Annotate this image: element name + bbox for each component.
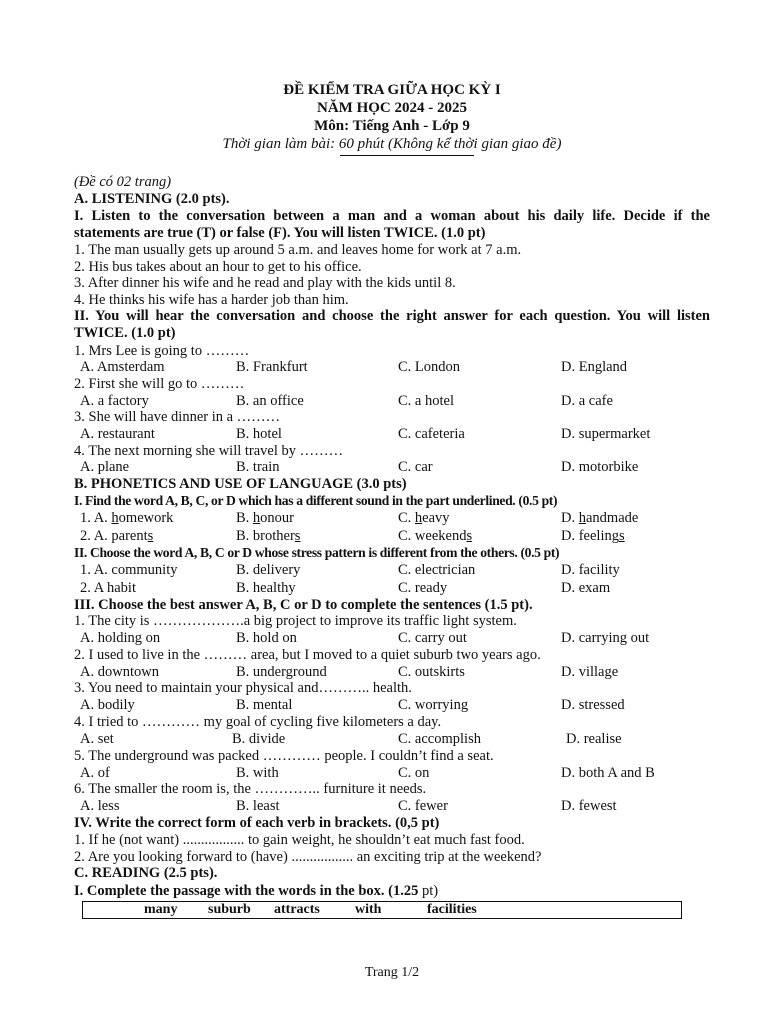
option-d: D. stressed bbox=[561, 697, 625, 713]
option-d: D. village bbox=[561, 664, 619, 680]
question-stem: 2. I used to live in the ……… area, but I moved to a quiet suburb two years ago. bbox=[74, 647, 541, 663]
stress-option-c: C. electrician bbox=[398, 562, 476, 578]
question-stem: 2. First she will go to ……… bbox=[74, 376, 245, 392]
question-stem: 1. The city is ……………….a big project to improve its traffic light system. bbox=[74, 613, 517, 629]
header-underline bbox=[340, 155, 474, 156]
word-box-item: suburb bbox=[208, 902, 251, 917]
phonetics-option-c: C. heavy bbox=[398, 510, 450, 526]
option-d: D. England bbox=[561, 359, 628, 375]
option-b: B. Frankfurt bbox=[236, 359, 308, 375]
section-b-part4-instruction: IV. Write the correct form of each verb in brackets. (0,5 pt) bbox=[74, 815, 440, 831]
phonetics-option-a: 2. A. parents bbox=[80, 528, 154, 544]
option-a: A. holding on bbox=[80, 630, 161, 646]
option-c: C. outskirts bbox=[398, 664, 465, 680]
section-a-part2-instruction-cont: TWICE. (1.0 pt) bbox=[74, 325, 176, 341]
option-a: A. plane bbox=[80, 459, 130, 475]
question-stem: 4. The next morning she will travel by ……… bbox=[74, 443, 344, 459]
phonetics-option-b: B. brothers bbox=[236, 528, 301, 544]
option-c: C. car bbox=[398, 459, 433, 475]
stress-option-d: D. exam bbox=[561, 580, 611, 596]
question-stem: 4. I tried to ………… my goal of cycling five kilometers a day. bbox=[74, 714, 442, 730]
option-b: B. mental bbox=[236, 697, 293, 713]
phonetics-option-a: 1. A. homework bbox=[80, 510, 174, 526]
option-d: D. realise bbox=[566, 731, 622, 747]
exam-title: ĐỀ KIỂM TRA GIỮA HỌC KỲ I bbox=[283, 82, 501, 98]
section-c-part1-instruction: I. Complete the passage with the words in the box. (1.25 pt) bbox=[74, 883, 439, 899]
phonetics-option-d: D. handmade bbox=[561, 510, 639, 526]
statement-item: 2. His bus takes about an hour to get to his office. bbox=[74, 259, 362, 275]
word-box-item: with bbox=[355, 902, 382, 917]
option-d: D. both A and B bbox=[561, 765, 655, 781]
section-c-title: C. READING (2.5 pts). bbox=[74, 865, 218, 881]
option-b: B. hold on bbox=[236, 630, 297, 646]
option-c: C. on bbox=[398, 765, 430, 781]
section-b-title: B. PHONETICS AND USE OF LANGUAGE (3.0 pts) bbox=[74, 476, 407, 492]
word-box bbox=[82, 901, 682, 919]
option-a: A. restaurant bbox=[80, 426, 155, 442]
option-a: A. downtown bbox=[80, 664, 159, 680]
option-b: B. with bbox=[236, 765, 279, 781]
section-a-part1-instruction: I. Listen to the conversation between a man and a woman about his daily life. Decide if the bbox=[74, 208, 710, 224]
question-stem: 1. Mrs Lee is going to ……… bbox=[74, 343, 250, 359]
section-b-part1-instruction: I. Find the word A, B, C, or D which has a different sound in the part underlined. (0.5 pt) bbox=[74, 493, 558, 508]
option-b: B. underground bbox=[236, 664, 327, 680]
question-stem: 3. She will have dinner in a ……… bbox=[74, 409, 281, 425]
option-c: C. cafeteria bbox=[398, 426, 465, 442]
option-c: C. a hotel bbox=[398, 393, 454, 409]
option-d: D. a cafe bbox=[561, 393, 613, 409]
section-a-part1-instruction-cont: statements are true (T) or false (F). You will listen TWICE. (1.0 pt) bbox=[74, 225, 486, 241]
section-b-part2-instruction: II. Choose the word A, B, C or D whose stress pattern is different from the others. (0.5 pt) bbox=[74, 545, 560, 560]
option-a: A. set bbox=[80, 731, 114, 747]
option-d: D. carrying out bbox=[561, 630, 650, 646]
option-c: C. carry out bbox=[398, 630, 467, 646]
option-a: A. a factory bbox=[80, 393, 149, 409]
statement-item: 4. He thinks his wife has a harder job than him. bbox=[74, 292, 349, 308]
question-stem: 5. The underground was packed ………… people. I couldn’t find a seat. bbox=[74, 748, 494, 764]
option-a: A. Amsterdam bbox=[80, 359, 165, 375]
option-b: B. least bbox=[236, 798, 280, 814]
page-number: Trang 1/2 bbox=[364, 965, 420, 980]
section-a-part2-instruction: II. You will hear the conversation and choose the right answer for each question. You will listen bbox=[74, 308, 710, 324]
option-d: D. supermarket bbox=[561, 426, 651, 442]
stress-option-d: D. facility bbox=[561, 562, 620, 578]
option-c: C. accomplish bbox=[398, 731, 481, 747]
option-b: B. divide bbox=[232, 731, 286, 747]
option-a: A. bodily bbox=[80, 697, 135, 713]
school-year: NĂM HỌC 2024 - 2025 bbox=[317, 100, 467, 116]
exam-page bbox=[74, 0, 710, 1024]
statement-item: 3. After dinner his wife and he read and play with the kids until 8. bbox=[74, 275, 456, 291]
subject-line: Môn: Tiếng Anh - Lớp 9 bbox=[314, 118, 470, 134]
statement-item: 1. The man usually gets up around 5 a.m. and leaves home for work at 7 a.m. bbox=[74, 242, 522, 258]
phonetics-option-c: C. weekends bbox=[398, 528, 473, 544]
option-b: B. an office bbox=[236, 393, 304, 409]
stress-option-b: B. delivery bbox=[236, 562, 301, 578]
stress-option-b: B. healthy bbox=[236, 580, 296, 596]
option-c: C. fewer bbox=[398, 798, 448, 814]
word-box-item: facilities bbox=[427, 902, 477, 917]
section-a-title: A. LISTENING (2.0 pts). bbox=[74, 191, 230, 207]
option-c: C. worrying bbox=[398, 697, 469, 713]
option-c: C. London bbox=[398, 359, 461, 375]
verb-form-item: 2. Are you looking forward to (have) ................. an exciting trip at the weekend? bbox=[74, 849, 542, 865]
stress-option-a: 2. A habit bbox=[80, 580, 136, 596]
stress-option-a: 1. A. community bbox=[80, 562, 178, 578]
option-b: B. hotel bbox=[236, 426, 282, 442]
phonetics-option-d: D. feelings bbox=[561, 528, 625, 544]
option-a: A. of bbox=[80, 765, 110, 781]
word-box-item: many bbox=[144, 902, 178, 917]
question-stem: 6. The smaller the room is, the ………….. furniture it needs. bbox=[74, 781, 427, 797]
section-b-part3-instruction: III. Choose the best answer A, B, C or D to complete the sentences (1.5 pt). bbox=[74, 597, 533, 613]
pages-note: (Đề có 02 trang) bbox=[74, 174, 172, 190]
option-a: A. less bbox=[80, 798, 120, 814]
time-line: Thời gian làm bài: 60 phút (Không kể thời gian giao đề) bbox=[222, 136, 562, 152]
option-b: B. train bbox=[236, 459, 280, 475]
option-d: D. fewest bbox=[561, 798, 617, 814]
option-d: D. motorbike bbox=[561, 459, 639, 475]
question-stem: 3. You need to maintain your physical and……….. health. bbox=[74, 680, 412, 696]
verb-form-item: 1. If he (not want) ................. to gain weight, he shouldn’t eat much fast food. bbox=[74, 832, 525, 848]
phonetics-option-b: B. honour bbox=[236, 510, 295, 526]
stress-option-c: C. ready bbox=[398, 580, 448, 596]
word-box-item: attracts bbox=[274, 902, 320, 917]
